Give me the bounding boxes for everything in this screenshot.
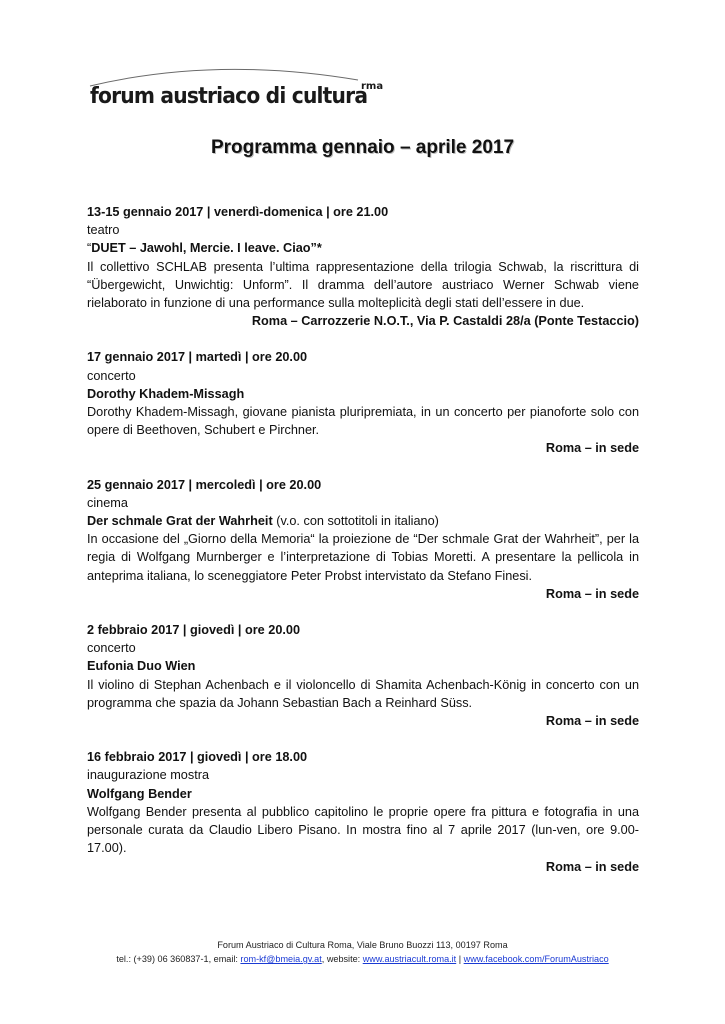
event-item xyxy=(87,203,639,330)
event-venue: Roma – Carrozzerie N.O.T., Via P. Castaldi 28/a (Ponte Testaccio) xyxy=(251,314,639,329)
footer-website-label: , website: xyxy=(321,954,363,964)
event-item xyxy=(87,621,639,730)
event-title: Eufonia Duo Wien xyxy=(87,659,196,674)
footer-facebook-link[interactable]: www.facebook.com/ForumAustriaco xyxy=(463,954,609,964)
event-category: concerto xyxy=(87,641,136,656)
event-item xyxy=(87,748,639,875)
event-category: cinema xyxy=(87,495,128,510)
event-description: Il violino di Stephan Achenbach e il violoncello di Shamita Achenbach-König in concerto con un programma che spazia da Johann Sebastian Bach a Reinhard Süss. xyxy=(87,677,639,710)
event-title-line xyxy=(87,239,639,257)
event-item xyxy=(87,348,639,457)
page-title: Programma gennaio – aprile 2017 xyxy=(210,137,515,158)
event-title-open-quote: “ xyxy=(87,241,92,256)
event-venue: Roma – in sede xyxy=(545,859,639,874)
footer-email-link[interactable]: rom-kf@bmeia.gv.at xyxy=(240,954,322,964)
logo xyxy=(86,62,406,122)
event-date: 17 gennaio 2017 | martedì | ore 20.00 xyxy=(87,350,308,365)
event-date: 25 gennaio 2017 | mercoledì | ore 20.00 xyxy=(87,477,322,492)
event-venue: Roma – in sede xyxy=(545,441,639,456)
event-date: 13-15 gennaio 2017 | venerdì-domenica | ore 21.00 xyxy=(87,205,389,219)
event-venue: Roma – in sede xyxy=(545,586,639,601)
event-date: 2 febbraio 2017 | giovedì | ore 20.00 xyxy=(87,623,301,638)
event-title: Der schmale Grat der Wahrheit xyxy=(87,514,273,529)
event-venue: Roma – in sede xyxy=(545,714,639,729)
event-item xyxy=(87,476,639,603)
event-description: Il collettivo SCHLAB presenta l’ultima rappresentazione della trilogia Schwab, la riscrittura di “Übergewicht, Unwichtig: Unform”. Il dramma dell’autore austriaco Werner Schwab viene rielaborato in funzione di una performance sulla molteplicità degli stati dell’essere in due. xyxy=(87,259,639,311)
event-description: Wolfgang Bender presenta al pubblico capitolino le proprie opere fra pittura e fotografia in una personale curata da Claudio Libero Pisano. In mostra fino al 7 aprile 2017 (lun-ven, ore 9.00-17.00). xyxy=(87,804,639,856)
footer-address: Forum Austriaco di Cultura Roma, Viale Bruno Buozzi 113, 00197 Roma xyxy=(217,940,508,950)
event-title-line xyxy=(87,512,639,530)
event-category: inaugurazione mostra xyxy=(87,768,210,783)
footer-website-link[interactable]: www.austriacult.roma.it xyxy=(362,954,457,964)
event-title-close-quote: ”* xyxy=(310,241,322,256)
event-list xyxy=(87,203,639,876)
footer xyxy=(0,938,725,966)
event-title: Dorothy Khadem-Missagh xyxy=(87,386,245,401)
event-title: Wolfgang Bender xyxy=(87,786,192,801)
event-description: Dorothy Khadem-Missagh, giovane pianista pluripremiata, in un concerto per pianoforte solo con opere di Beethoven, Schubert e Pirchner. xyxy=(87,405,639,438)
event-title: DUET – Jawohl, Mercie. I leave. Ciao xyxy=(91,241,311,256)
event-title-note: (v.o. con sottotitoli in italiano) xyxy=(272,514,439,529)
logo-text: forum austriaco di cultura xyxy=(90,83,368,109)
logo-superscript: rma xyxy=(361,81,384,92)
footer-separator: | xyxy=(456,954,464,964)
footer-contacts xyxy=(0,952,725,966)
event-category: concerto xyxy=(87,368,136,383)
event-category: teatro xyxy=(87,223,120,238)
event-date: 16 febbraio 2017 | giovedì | ore 18.00 xyxy=(87,750,308,765)
event-description: In occasione del „Giorno della Memoria“ la proiezione de “Der schmale Grat der Wahrheit”, per la regia di Wolfgang Murnberger e l’interpretazione di Tobias Moretti. A presentare la pellicola in anteprima italiana, lo sceneggiatore Peter Probst intervistato da Stefano Finesi. xyxy=(87,532,639,583)
footer-tel: tel.: (+39) 06 360837-1, email: xyxy=(116,954,241,964)
